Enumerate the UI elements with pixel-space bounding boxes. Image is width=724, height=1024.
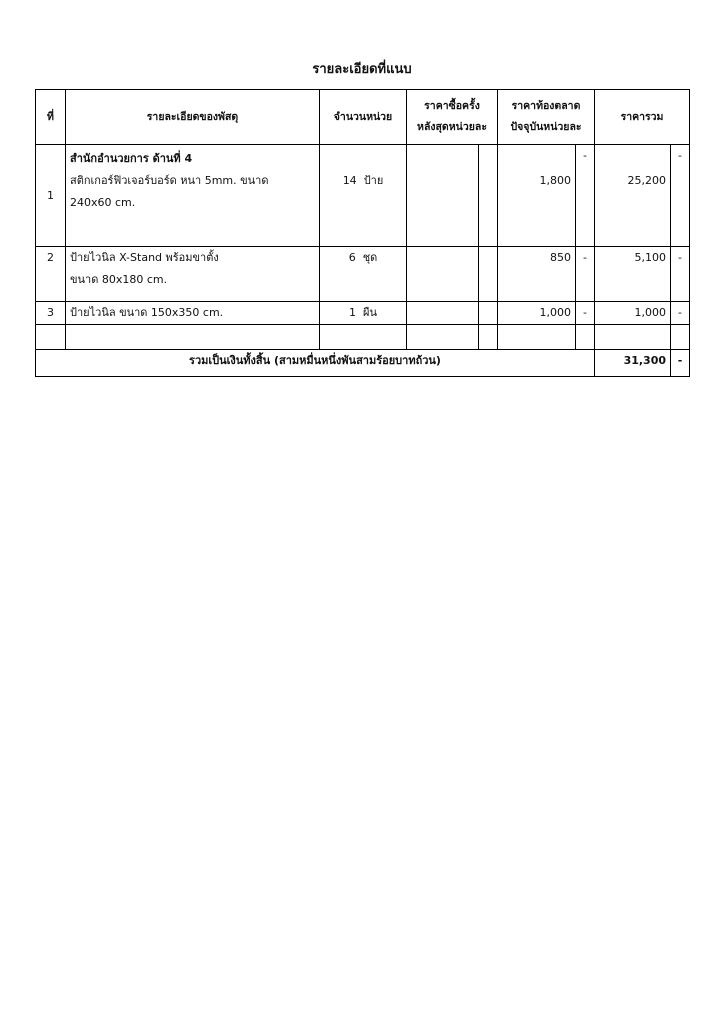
row-market-price: 1,800 <box>498 145 576 247</box>
row-number: 3 <box>36 302 66 325</box>
table-row <box>36 247 690 302</box>
summary-total: 31,300 <box>595 350 671 377</box>
row-description <box>66 247 320 302</box>
row-description-line1: ป้ายไวนิล ขนาด 150x350 cm. <box>70 306 224 319</box>
header-quantity: จำนวนหน่วย <box>320 90 407 145</box>
row-last-purchase-satang <box>479 145 498 247</box>
row-total: 25,200 <box>595 145 671 247</box>
empty-cell <box>320 325 407 350</box>
row-market-price-satang: - <box>576 302 595 325</box>
summary-label: รวมเป็นเงินทั้งสิ้น (สามหมื่นหนึ่งพันสามร้อยบาทถ้วน) <box>36 350 595 377</box>
row-description-line1: ป้ายไวนิล X-Stand พร้อมขาตั้ง <box>70 251 219 264</box>
empty-cell <box>66 325 320 350</box>
header-last-purchase-line2: หลังสุดหน่วยละ <box>417 121 487 133</box>
row-market-price: 850 <box>498 247 576 302</box>
header-market-price <box>498 90 595 145</box>
header-last-purchase <box>407 90 498 145</box>
header-no: ที่ <box>36 90 66 145</box>
header-row <box>36 90 690 145</box>
row-market-price-satang: - <box>576 247 595 302</box>
row-unit: ชุด <box>362 251 378 264</box>
header-market-price-line2: ปัจจุบันหน่วยละ <box>510 121 582 133</box>
empty-cell <box>576 325 595 350</box>
row-market-price-satang: - <box>576 145 595 247</box>
row-quantity <box>320 247 407 302</box>
empty-cell <box>407 325 479 350</box>
row-description <box>66 302 320 325</box>
row-last-purchase-satang <box>479 302 498 325</box>
row-total: 1,000 <box>595 302 671 325</box>
row-description-line2: 240x60 cm. <box>70 196 136 209</box>
empty-cell <box>595 325 671 350</box>
row-quantity <box>320 145 407 247</box>
items-table <box>35 89 690 377</box>
row-unit: ป้าย <box>363 174 384 187</box>
row-unit: ผืน <box>363 306 377 319</box>
header-market-price-line1: ราคาท้องตลาด <box>511 100 581 112</box>
empty-cell <box>479 325 498 350</box>
row-last-purchase <box>407 145 479 247</box>
row-total-satang: - <box>671 302 690 325</box>
row-heading: สำนักอำนวยการ ด้านที่ 4 <box>70 152 193 165</box>
row-last-purchase <box>407 247 479 302</box>
row-total: 5,100 <box>595 247 671 302</box>
table-row-empty <box>36 325 690 350</box>
empty-cell <box>498 325 576 350</box>
row-description-line2: ขนาด 80x180 cm. <box>70 273 168 286</box>
row-last-purchase-satang <box>479 247 498 302</box>
page-title: รายละเอียดที่แนบ <box>312 62 412 77</box>
empty-cell <box>671 325 690 350</box>
row-number: 1 <box>36 145 66 247</box>
table-row <box>36 145 690 247</box>
row-market-price: 1,000 <box>498 302 576 325</box>
table-row <box>36 302 690 325</box>
summary-row <box>36 350 690 377</box>
summary-total-satang: - <box>671 350 690 377</box>
row-number: 2 <box>36 247 66 302</box>
row-last-purchase <box>407 302 479 325</box>
row-qty-value: 14 <box>342 174 357 187</box>
header-last-purchase-line1: ราคาซื้อครั้ง <box>424 100 480 112</box>
row-description <box>66 145 320 247</box>
row-total-satang: - <box>671 247 690 302</box>
empty-cell <box>36 325 66 350</box>
row-total-satang: - <box>671 145 690 247</box>
header-description: รายละเอียดของพัสดุ <box>66 90 320 145</box>
row-quantity <box>320 302 407 325</box>
row-description-line1: สติกเกอร์ฟิวเจอร์บอร์ด หนา 5mm. ขนาด <box>70 174 269 187</box>
header-total: ราคารวม <box>595 90 690 145</box>
row-qty-value: 6 <box>348 251 356 264</box>
row-qty-value: 1 <box>349 306 357 319</box>
